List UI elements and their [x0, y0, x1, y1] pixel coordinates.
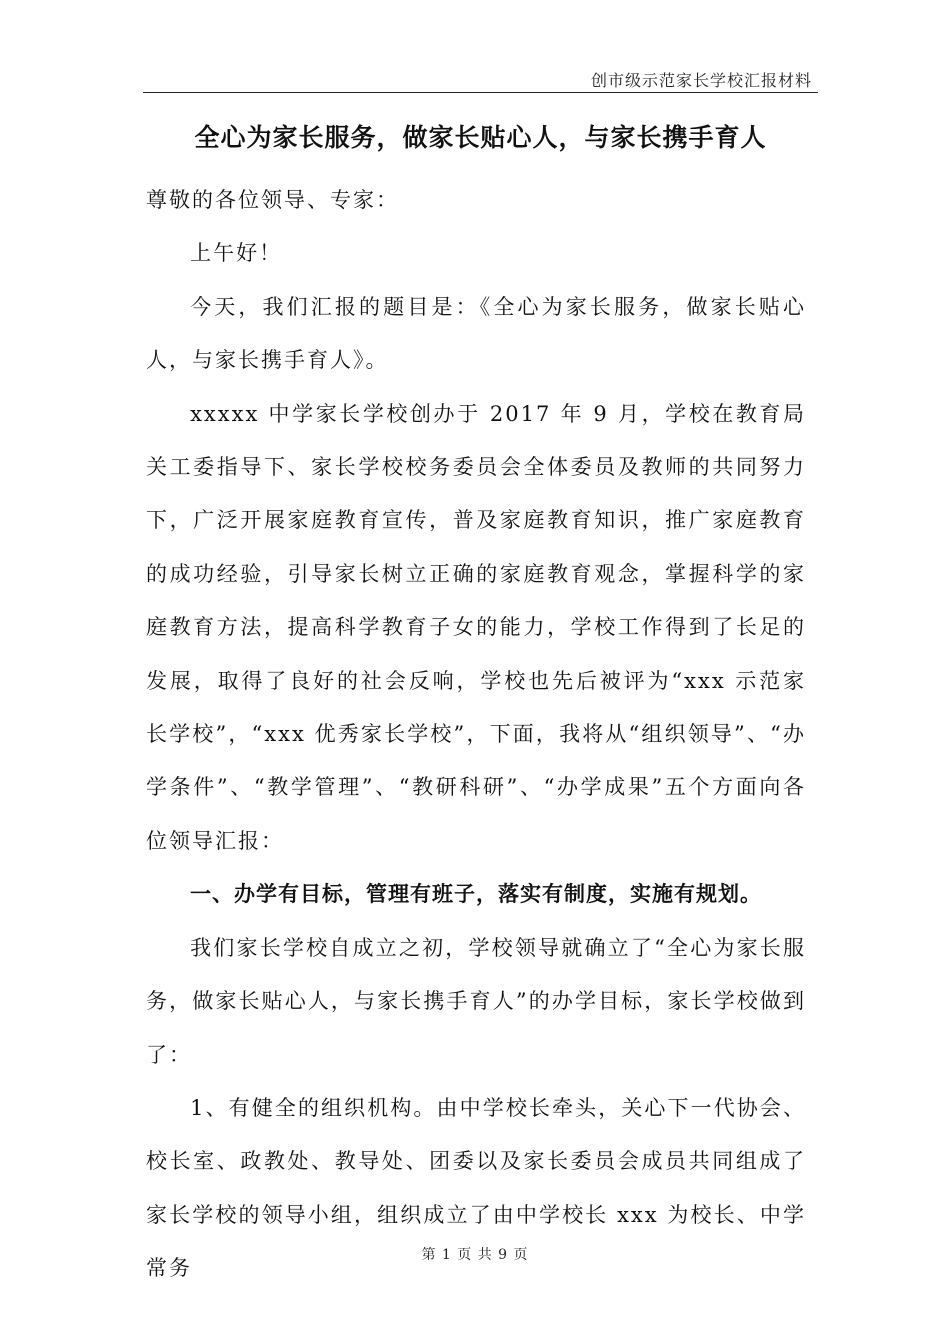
salutation: 尊敬的各位领导、专家： [146, 188, 399, 212]
greeting: 上午好！ [190, 241, 283, 266]
running-header: 创市级示范家长学校汇报材料 [590, 71, 812, 90]
paragraph-item-1: 1、有健全的组织机构。由中学校长牵头，关心下一代协会、校长室、政教处、教导处、团委以及家长委员会成员共同组成了家长学校的领导小组，组织成立了由中学校长 xxx 为校长、中学常务 [146, 1095, 806, 1281]
paragraph-intro: 今天，我们汇报的题目是：《全心为家长服务，做家长贴心人，与家长携手育人》。 [146, 294, 806, 373]
section-heading-1: 一、办学有目标，管理有班子，落实有制度，实施有规划。 [190, 882, 762, 907]
page-number-footer: 第 1 页 共 9 页 [421, 1247, 529, 1263]
document-title: 全心为家长服务，做家长贴心人，与家长携手育人 [194, 123, 767, 152]
paragraph-background: xxxxx 中学家长学校创办于 2017 年 9 月，学校在教育局关工委指导下、家长学校校务委员会全体委员及教师的共同努力下，广泛开展家庭教育宣传，普及家庭教育知识，推广家庭教育的成功经验，引导家长树立正确的家庭教育观念，掌握科学的家庭教育方法，提高科学教育子女的能力，学校工作得到了长足的发展，取得了良好的社会反响，学校也先后被评为“xxx 示范家长学校”，“xxx 优秀家长学校”，下面，我将从“组织领导”、“办学条件”、“教学管理”、“教研科研”、“办学成果”五个方面向各位领导汇报： [146, 401, 806, 853]
paragraph-section1-intro: 我们家长学校自成立之初，学校领导就确立了“全心为家长服务，做家长贴心人，与家长携手育人”的办学目标，家长学校做到了： [146, 935, 806, 1067]
header-divider [143, 92, 818, 93]
document-body [146, 174, 806, 1296]
